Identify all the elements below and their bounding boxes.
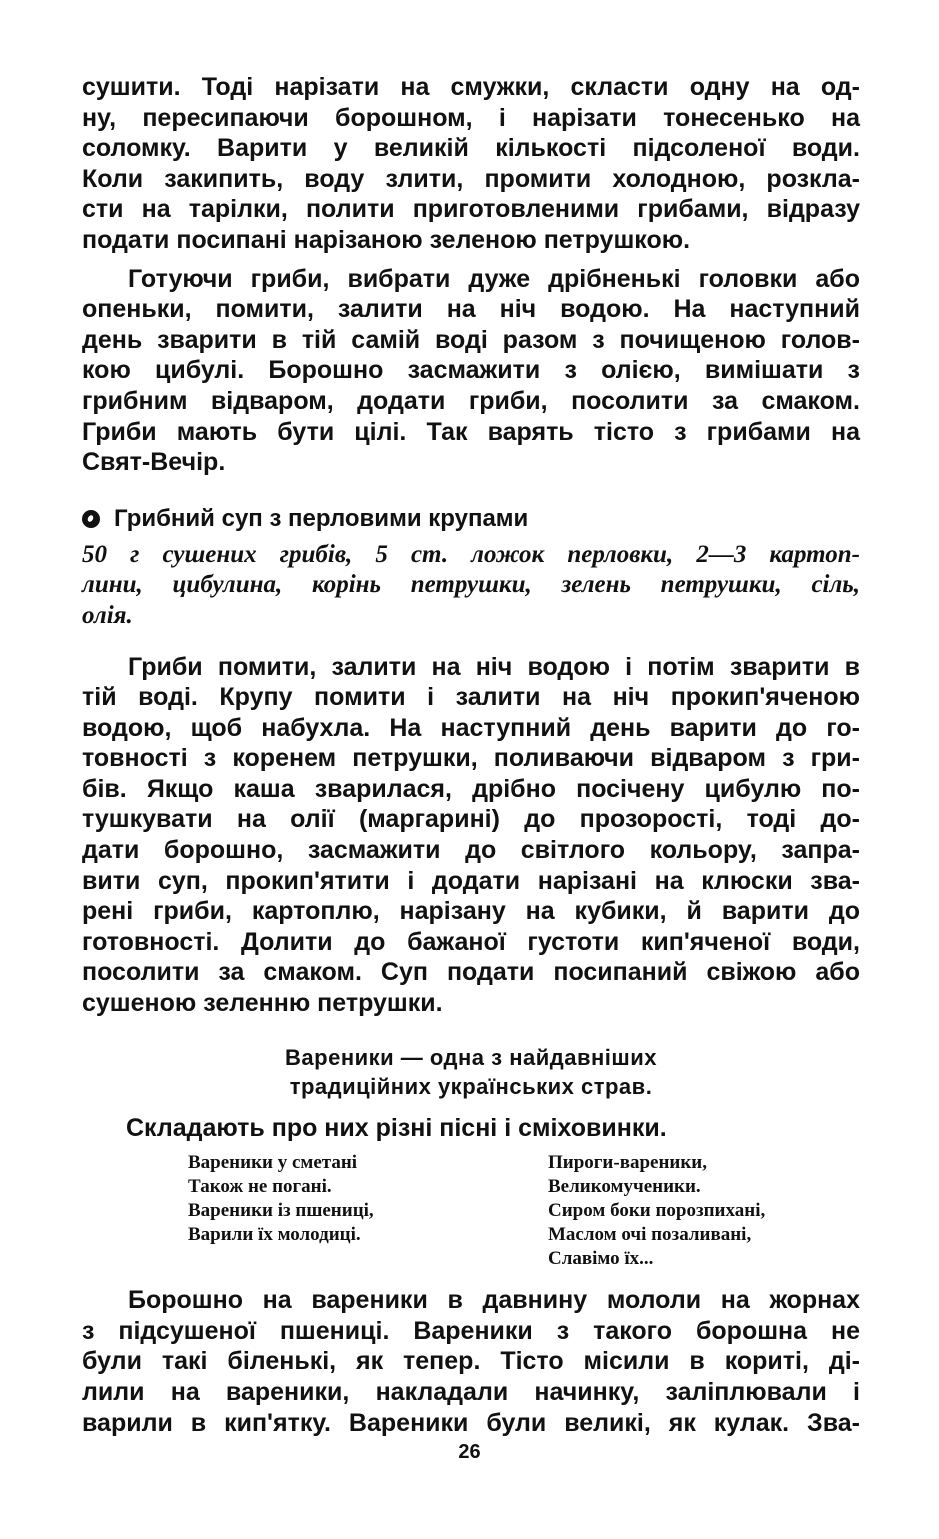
book-page <box>82 72 860 1446</box>
text-line: дати борошно, засмажити до світлого кольору, запра- <box>82 836 860 865</box>
text-line: товності з коренем петрушки, поливаючи відваром з гри- <box>82 744 860 773</box>
text-line: сушеною зеленню петрушки. <box>82 989 443 1018</box>
bullet-icon <box>82 510 100 528</box>
poem-line: Пироги-вареники, <box>548 1152 707 1174</box>
poem-line: Вареники із пшениці, <box>188 1200 374 1222</box>
text-line: рені гриби, картоплю, нарізану на кубики, й варити до <box>82 897 860 926</box>
text-line: тушкувати на олії (маргарині) до прозорості, тоді до- <box>82 805 860 834</box>
intro-paragraph <box>82 72 860 256</box>
text-line: кою цибулі. Борошно засмажити з олією, вимішати з <box>82 356 860 385</box>
section-title-line: Вареники — одна з найдавніших <box>285 1044 657 1070</box>
text-line: посолити за смаком. Суп подати посипаний свіжою або <box>82 958 860 987</box>
mushroom-paragraph <box>82 264 860 478</box>
text-line: тій воді. Крупу помити і залити на ніч прокип'яченою <box>82 683 860 712</box>
section-title-line: традиційних українських страв. <box>289 1073 653 1099</box>
text-line: готовності. Долити до бажаної густоти кип'яченої води, <box>82 927 860 956</box>
poem-line: Маслом очі позаливані, <box>548 1224 752 1246</box>
poem-line: Славімо їх... <box>548 1248 654 1270</box>
text-line: були такі біленькі, як тепер. Тісто місили в кориті, ді- <box>82 1347 860 1376</box>
text-line: лили на вареники, накладали начинку, заліплювали і <box>82 1378 860 1406</box>
poem-line: Варили їх молодиці. <box>188 1224 361 1246</box>
recipe-method <box>82 652 860 1019</box>
text-line: Готуючи гриби, вибрати дуже дрібненькі головки або <box>128 264 860 293</box>
text-line: олія. <box>82 601 133 629</box>
ingredients-list <box>82 540 860 632</box>
text-line: варили в кип'ятку. Вареники були великі, як кулак. Зва- <box>82 1408 860 1437</box>
text-line: грибним відваром, додати гриби, посолити за смаком. <box>82 386 860 415</box>
page-number: 26 <box>458 1441 481 1463</box>
text-line: лини, цибулина, корінь петрушки, зелень петрушки, сіль, <box>82 571 860 599</box>
text-line: подати посипані нарізаною зеленою петрушкою. <box>82 225 691 254</box>
text-line: з підсушеної пшениці. Вареники з такого борошна не <box>82 1316 860 1345</box>
text-line: водою, щоб набухла. На наступний день варити до го- <box>82 713 860 742</box>
recipe-title: Грибний суп з перловими крупами <box>114 504 529 532</box>
text-line: ну, пересипаючи борошном, і нарізати тонесенько на <box>82 103 860 132</box>
poem-line: Також не погані. <box>188 1176 332 1198</box>
section-intro: Складають про них різні пісні і сміховинки. <box>126 1113 667 1142</box>
text-line: соломку. Варити у великій кількості підсоленої води. <box>82 134 860 163</box>
closing-paragraph <box>82 1285 860 1438</box>
text-line: Гриби мають бути цілі. Так варять тісто з грибами на <box>82 417 860 446</box>
text-line: опеньки, помити, залити на ніч водою. На наступний <box>82 295 860 324</box>
poem-column-left <box>188 1151 548 1271</box>
poem <box>82 1151 860 1271</box>
text-line: день зварити в тій самій воді разом з почищеною голов- <box>82 325 860 354</box>
text-line: сушити. Тоді нарізати на смужки, скласти одну на од- <box>82 73 860 101</box>
text-line: Гриби помити, залити на ніч водою і потім зварити в <box>128 652 860 681</box>
poem-line: Великомученики. <box>548 1176 701 1198</box>
recipe-heading <box>82 504 860 534</box>
section-title <box>82 1043 860 1101</box>
text-line: вити суп, прокип'ятити і додати нарізані на клюски зва- <box>82 866 860 895</box>
poem-line: Сиром боки порозпихані, <box>548 1200 766 1222</box>
text-line: 50 г сушених грибів, 5 ст. ложок перловки, 2—3 картоп- <box>82 540 860 568</box>
text-line: Борошно на вареники в давнину мололи на жорнах <box>128 1286 860 1315</box>
poem-column-right <box>548 1151 765 1271</box>
text-line: Коли закипить, воду злити, промити холодною, розкла- <box>82 164 860 193</box>
text-line: сти на тарілки, полити приготовленими грибами, відразу <box>82 195 860 224</box>
text-line: бів. Якщо каша зварилася, дрібно посічену цибулю по- <box>82 774 860 803</box>
text-line: Свят-Вечір. <box>82 448 226 477</box>
poem-line: Вареники у сметані <box>188 1152 358 1174</box>
